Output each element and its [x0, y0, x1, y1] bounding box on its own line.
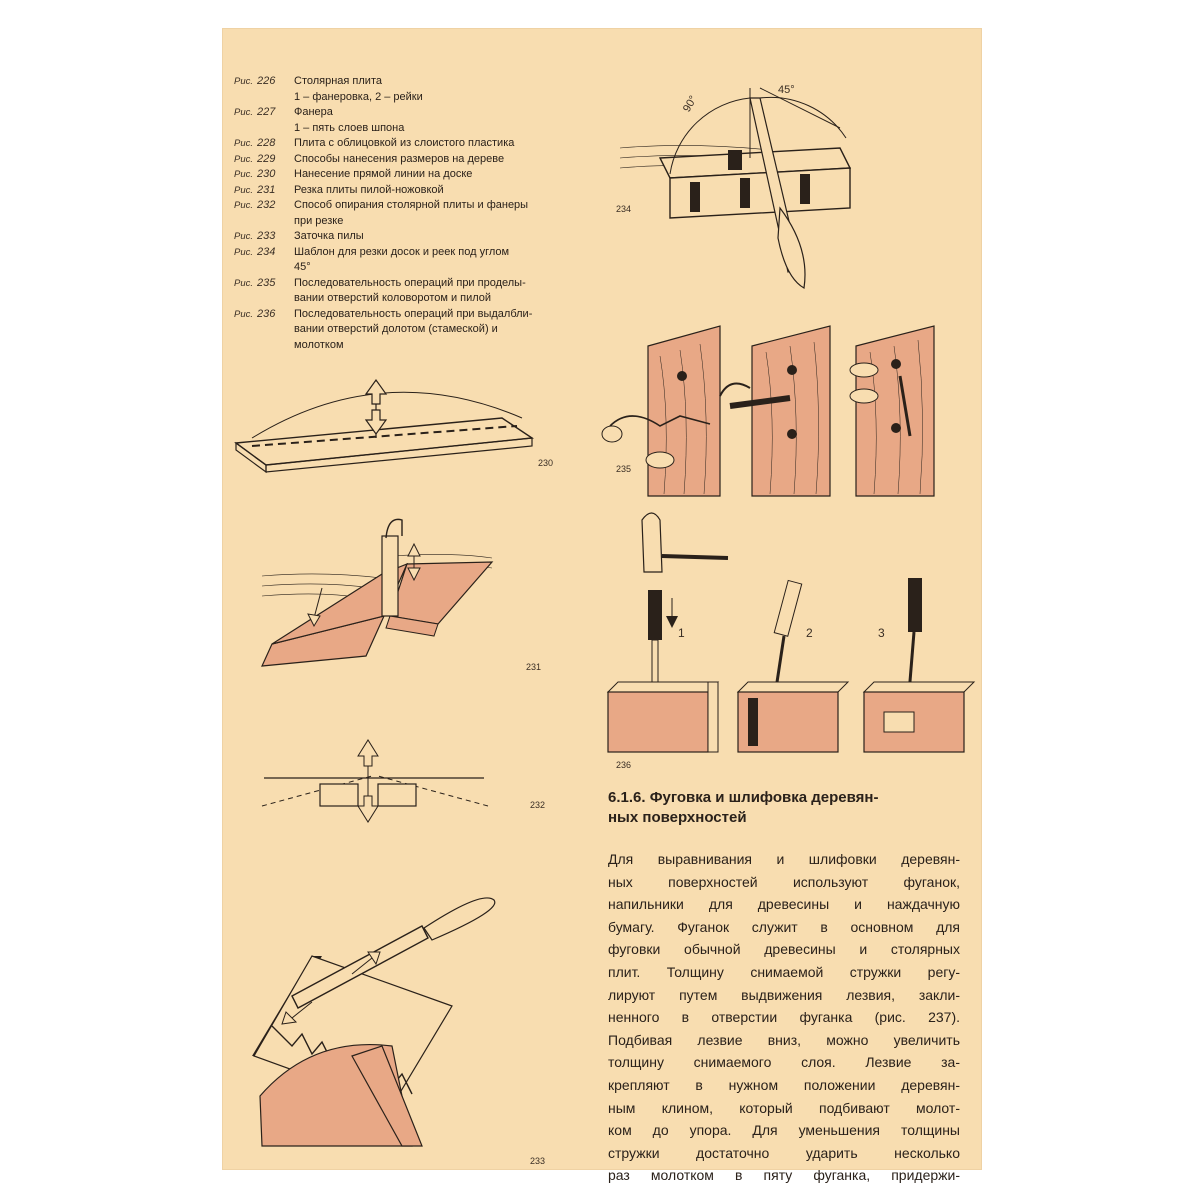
caption-line — [234, 121, 574, 137]
caption-figure-number: 226 — [257, 75, 276, 87]
caption-text: Фанера — [294, 106, 333, 118]
body-text-line: ных поверхностей используют фуганок, — [608, 873, 960, 890]
figure-231-sawing-plate — [262, 516, 502, 666]
body-text-line: фуговки обычной древесины и столярных — [608, 941, 960, 958]
step-1-label: 1 — [678, 626, 685, 640]
body-text-line: ком до упора. Для уменьшения толщины — [608, 1122, 960, 1139]
caption-line — [234, 152, 574, 168]
caption-number — [234, 183, 294, 199]
caption-text: при резке — [294, 214, 344, 227]
body-text-line: Для выравнивания и шлифовки деревян- — [608, 851, 960, 867]
caption-line — [234, 260, 574, 276]
caption-text: Последовательность операций при выдалбли- — [294, 307, 533, 320]
caption-text: Резка плиты пилой-ножовкой — [294, 183, 444, 196]
caption-number — [234, 167, 294, 183]
caption-figure-number: 232 — [257, 199, 276, 211]
caption-number — [234, 307, 294, 323]
figure-233-number: 233 — [530, 1156, 546, 1166]
body-text-line: толщину снимаемого слоя. Лезвие за- — [608, 1054, 960, 1071]
caption-figure-number: 231 — [257, 183, 276, 196]
figure-captions — [234, 74, 574, 353]
caption-indent — [234, 322, 294, 338]
caption-figure-number: 227 — [257, 106, 276, 118]
angle-90-label: 90° — [680, 93, 700, 115]
section-heading — [608, 788, 960, 828]
caption-number — [234, 105, 294, 121]
body-text-line: крепляют в нужном положении деревян- — [608, 1076, 960, 1093]
body-text-line: ным клином, который подбивают молот- — [608, 1099, 960, 1116]
caption-text: молотком — [294, 338, 344, 351]
caption-line — [234, 291, 574, 307]
caption-text: Шаблон для резки досок и реек под углом — [294, 245, 510, 258]
caption-text: Плита с облицовкой из слоистого пластика — [294, 137, 515, 149]
caption-label: Рис. — [234, 184, 254, 196]
caption-figure-number: 236 — [257, 307, 276, 320]
figure-230-number: 230 — [538, 458, 554, 468]
angle-45-label: 45° — [778, 84, 795, 96]
caption-figure-number: 230 — [257, 168, 276, 180]
figure-235-hole-sequence — [600, 316, 940, 496]
caption-line — [234, 105, 574, 121]
body-text-line: ненного в отверстии фуганка (рис. 237). — [608, 1009, 960, 1026]
caption-line — [234, 322, 574, 338]
caption-label: Рис. — [234, 200, 254, 211]
caption-line — [234, 74, 574, 90]
caption-text: Способы нанесения размеров на дереве — [294, 152, 505, 165]
caption-label: Рис. — [234, 308, 254, 320]
body-text-line: стружки достаточно ударить несколько — [608, 1144, 960, 1161]
caption-figure-number: 234 — [257, 245, 276, 258]
caption-line — [234, 90, 574, 106]
caption-text: вании отверстий коловоротом и пилой — [294, 292, 492, 304]
body-text-line: напильники для древесины и наждачную — [608, 896, 960, 913]
caption-text: Нанесение прямой линии на доске — [294, 168, 473, 180]
figure-235-number: 235 — [616, 464, 632, 474]
section-heading-line: 6.1.6. Фуговка и шлифовка деревян- — [608, 789, 879, 806]
figure-236-number: 236 — [616, 760, 632, 770]
caption-line — [234, 229, 574, 245]
caption-line — [234, 214, 574, 230]
caption-indent — [234, 291, 294, 307]
caption-number — [234, 245, 294, 261]
caption-line — [234, 307, 574, 323]
caption-label: Рис. — [234, 231, 254, 242]
caption-indent — [234, 338, 294, 354]
caption-line — [234, 338, 574, 354]
figure-230-straight-line — [232, 368, 552, 478]
figure-233-saw-sharpening — [252, 896, 502, 1146]
caption-label: Рис. — [234, 246, 254, 258]
caption-label: Рис. — [234, 153, 254, 165]
caption-line — [234, 198, 574, 214]
caption-number — [234, 229, 294, 245]
caption-number — [234, 74, 294, 90]
caption-label: Рис. — [234, 169, 254, 180]
body-text-line: плит. Толщину снимаемой стружки регу- — [608, 963, 960, 980]
caption-line — [234, 183, 574, 199]
step-2-label: 2 — [806, 626, 813, 640]
caption-text: Столярная плита — [294, 75, 382, 87]
caption-number — [234, 152, 294, 168]
figure-232-number: 232 — [530, 800, 546, 810]
caption-line — [234, 136, 574, 152]
book-page — [222, 28, 982, 1184]
caption-text: Заточка пилы — [294, 230, 364, 242]
figure-231-number: 231 — [526, 662, 542, 672]
body-text-line: бумагу. Фуганок служит в основном для — [608, 918, 960, 935]
caption-line — [234, 245, 574, 261]
figure-232-support-scheme — [262, 736, 502, 826]
figure-236-chisel-sequence — [608, 486, 968, 766]
caption-figure-number: 233 — [257, 230, 276, 242]
section-body — [608, 848, 960, 1187]
caption-text: 1 – пять слоев шпона — [294, 121, 405, 134]
caption-text: 1 – фанеровка, 2 – рейки — [294, 90, 423, 103]
section-heading-line: ных поверхностей — [608, 809, 747, 826]
caption-label: Рис. — [234, 76, 254, 87]
caption-label: Рис. — [234, 107, 254, 118]
figure-234-miter-template — [610, 78, 870, 288]
caption-text: Способ опирания столярной плиты и фанеры — [294, 199, 529, 211]
caption-indent — [234, 90, 294, 106]
caption-number — [234, 136, 294, 152]
caption-figure-number: 228 — [257, 137, 276, 149]
figure-234-number: 234 — [616, 204, 632, 214]
caption-line — [234, 167, 574, 183]
body-text-line: Подбивая лезвие вниз, можно увеличить — [608, 1031, 960, 1048]
caption-indent — [234, 214, 294, 230]
caption-figure-number: 229 — [257, 152, 276, 165]
step-3-label: 3 — [878, 626, 885, 640]
caption-text: вании отверстий долотом (стамеской) и — [294, 323, 498, 335]
body-text-line: лируют путем выдвижения лезвия, закли- — [608, 986, 960, 1003]
caption-text: Последовательность операций при проделы- — [294, 276, 526, 289]
caption-line — [234, 276, 574, 292]
caption-indent — [234, 121, 294, 137]
caption-text: 45° — [294, 261, 311, 273]
caption-number — [234, 198, 294, 214]
caption-figure-number: 235 — [257, 276, 276, 289]
caption-indent — [234, 260, 294, 276]
caption-label: Рис. — [234, 138, 254, 149]
caption-number — [234, 276, 294, 292]
caption-label: Рис. — [234, 277, 254, 289]
body-text-line: раз молотком в пяту фуганка, придержи- — [608, 1167, 960, 1184]
